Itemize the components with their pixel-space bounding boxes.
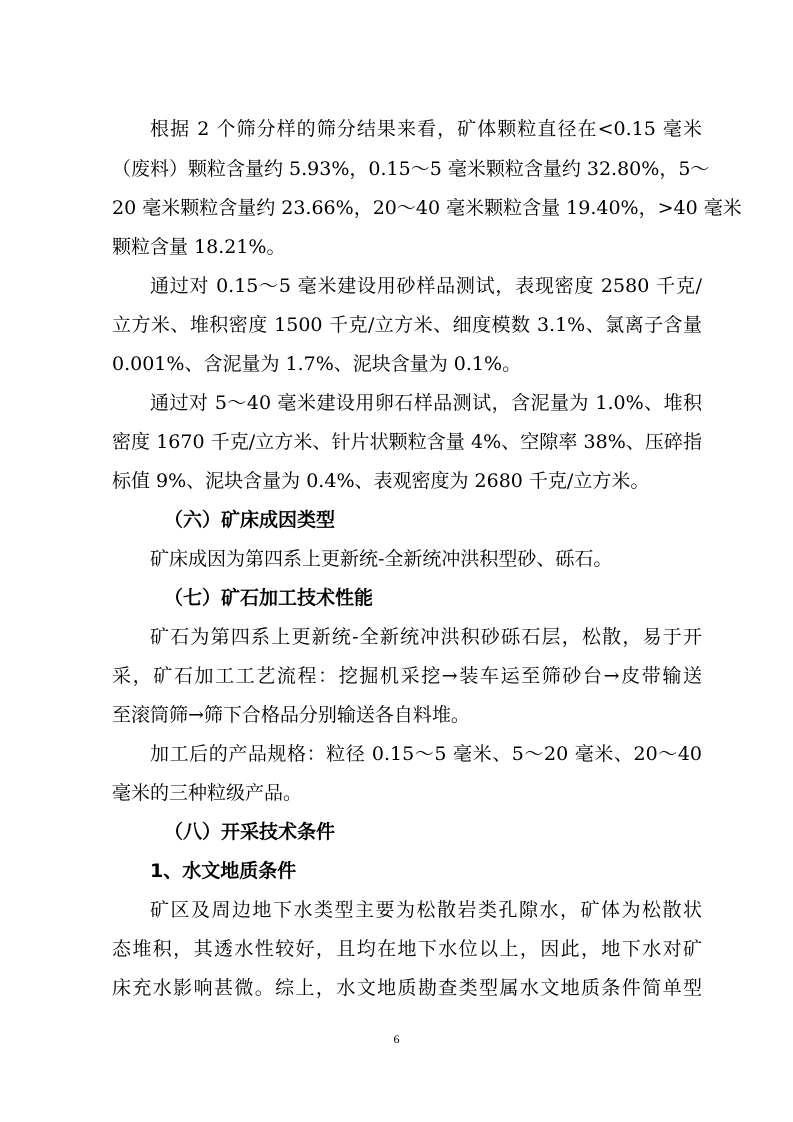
paragraph-line: 标值 9%、泥块含量为 0.4%、表观密度为 2680 千克/立方米。 <box>112 470 650 492</box>
page-number: 6 <box>393 1032 400 1046</box>
paragraph-line: 密度 1670 千克/立方米、针片状颗粒含量 4%、空隙率 38%、压碎指 <box>112 431 702 453</box>
paragraph-line: 颗粒含量 18.21%。 <box>112 236 286 258</box>
document-page <box>112 0 742 1122</box>
section-heading: （八）开采技术条件 <box>164 821 336 843</box>
paragraph-line: 通过对 0.15～5 毫米建设用砂样品测试，表现密度 2580 千克/ <box>150 275 702 297</box>
subsection-heading: 1、水文地质条件 <box>150 860 297 882</box>
paragraph-line: 加工后的产品规格：粒径 0.15～5 毫米、5～20 毫米、20～40 <box>150 743 702 765</box>
paragraph-line: 采，矿石加工工艺流程：挖掘机采挖→装车运至筛砂台→皮带输送 <box>112 665 702 687</box>
paragraph-line: 矿区及周边地下水类型主要为松散岩类孔隙水，矿体为松散状 <box>150 899 702 921</box>
paragraph-line: 通过对 5～40 毫米建设用卵石样品测试，含泥量为 1.0%、堆积 <box>150 392 702 414</box>
section-heading: （六）矿床成因类型 <box>164 509 336 531</box>
paragraph-line: 态堆积，其透水性较好，且均在地下水位以上，因此，地下水对矿 <box>112 938 702 960</box>
paragraph-line: 根据 2 个筛分样的筛分结果来看，矿体颗粒直径在<0.15 毫米 <box>150 118 702 140</box>
paragraph-line: 矿石为第四系上更新统-全新统冲洪积砂砾石层，松散，易于开 <box>150 626 702 648</box>
paragraph-line: 至滚筒筛→筛下合格品分别输送各自料堆。 <box>112 704 470 726</box>
section-heading: （七）矿石加工技术性能 <box>164 587 374 609</box>
paragraph-line: 矿床成因为第四系上更新统-全新统冲洪积型砂、砾石。 <box>150 548 613 570</box>
paragraph-line: 床充水影响甚微。综上，水文地质勘查类型属水文地质条件简单型 <box>112 977 702 999</box>
paragraph-line: 0.001%、含泥量为 1.7%、泥块含量为 0.1%。 <box>112 353 522 375</box>
paragraph-line: 毫米的三种粒级产品。 <box>112 782 303 804</box>
paragraph-line: 立方米、堆积密度 1500 千克/立方米、细度模数 3.1%、氯离子含量 <box>112 314 702 336</box>
paragraph-line: （废料）颗粒含量约 5.93%，0.15～5 毫米颗粒含量约 32.80%，5～ <box>112 158 710 180</box>
paragraph-line: 20 毫米颗粒含量约 23.66%，20～40 毫米颗粒含量 19.40%，>40 毫米 <box>112 197 742 219</box>
